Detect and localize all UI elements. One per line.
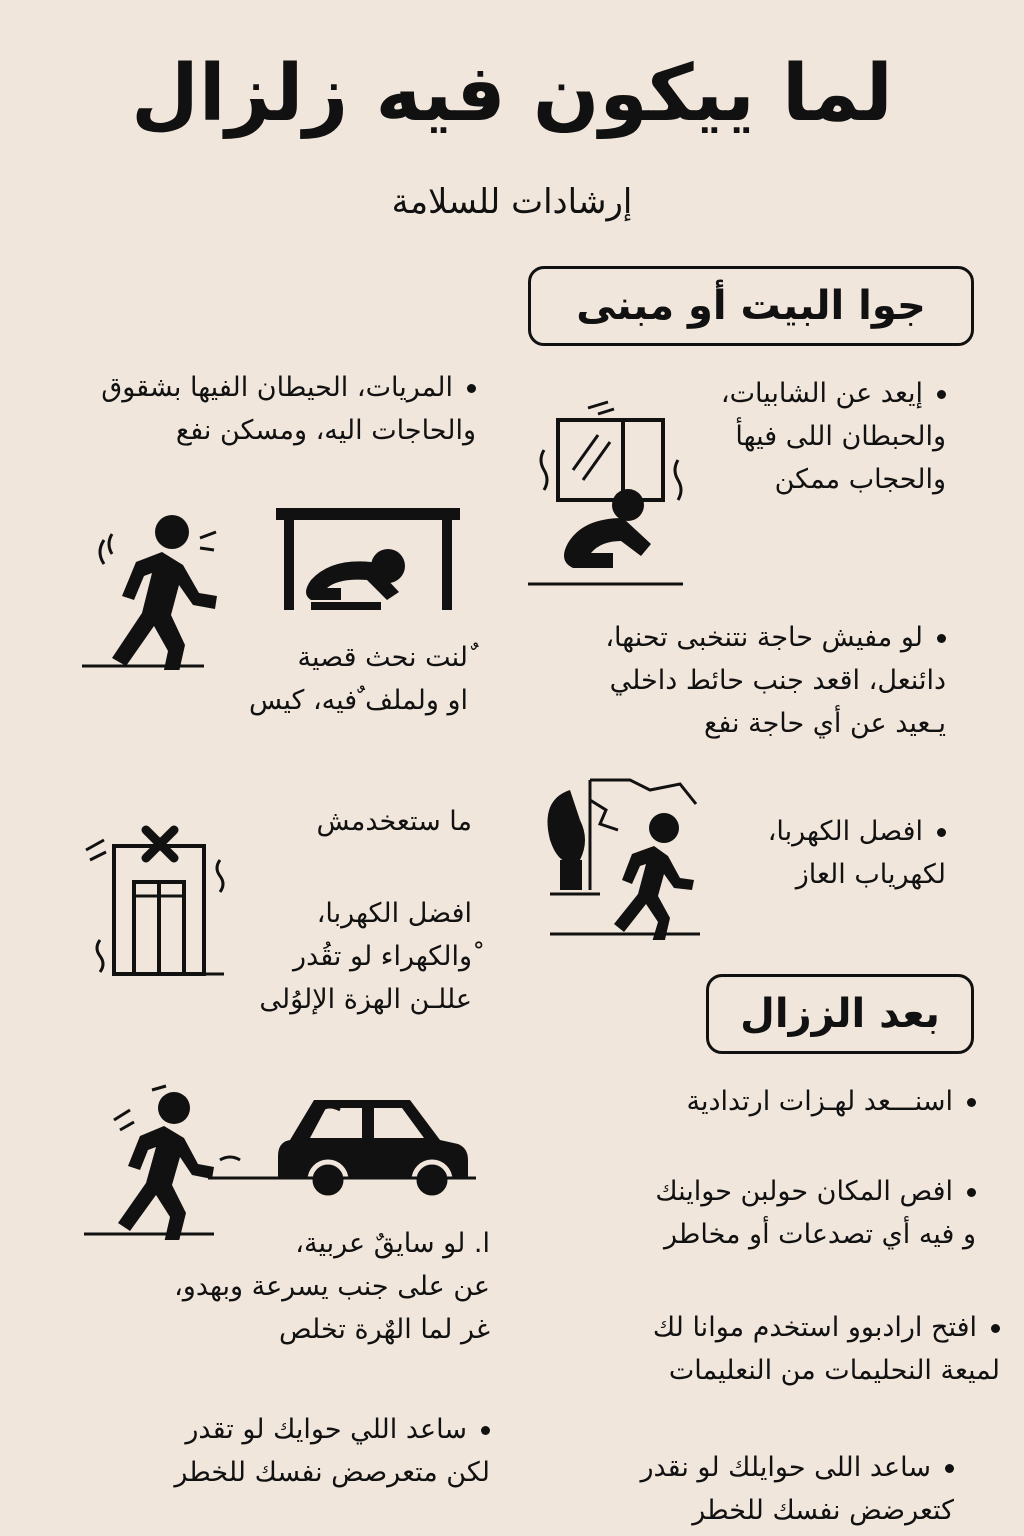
window-crouch-icon [528, 400, 698, 590]
inside-item-6: افضل الكهربا، ْوالكهراء لو تقُدر عللـن الهزة الإلوُلى [259, 898, 472, 1016]
inside-item-1: إيعد عن الشابيات، والحبطان اللى فيهأ والحجاب ممكن [720, 378, 946, 496]
bullet-icon [991, 1324, 1000, 1333]
bullet-icon [937, 634, 946, 643]
page-subtitle: إرشادات للسلامة [391, 182, 633, 222]
inside-item-5: ما ستعخدمش [316, 806, 472, 837]
bullet-icon [967, 1098, 976, 1107]
after-item-3: افتح ارادبوو استخدم موانا لك لميعة النحليمات من النعليمات [652, 1312, 1000, 1387]
section-heading-after: بعد الززال [706, 974, 974, 1054]
bullet-icon [967, 1188, 976, 1197]
under-table-icon [276, 504, 460, 614]
bullet-icon [945, 1464, 954, 1473]
after-item-6: ساعد اللي حوايك لو تقدر لكن متعرصض نفسك للخطر [174, 1414, 490, 1489]
page-title: لما ييكون فيه زلزال [131, 49, 893, 139]
bullet-icon [467, 384, 476, 393]
after-item-2: افص المكان حولبن حواينك و فيه أي تصدعات أو مخاطر [655, 1176, 976, 1251]
wall-crack-icon [530, 770, 700, 940]
bullet-icon [481, 1426, 490, 1435]
inside-item-4: لو مفيش حاجة نتنخبى تحنها، دائنعل، اقعد جنب حائط داخلي يـعيد عن أي حاجة نفع [605, 622, 946, 740]
inside-item-3: ٌلنت نحث قصية او ولملف ٌفيه، كيس [248, 642, 468, 717]
after-item-1: اسنـــعد لهـزات ارتدادية [556, 1080, 976, 1123]
inside-item-2: المريات، الحيطان الفيها بشقوق والحاجات اليه، ومسكن نفع [101, 372, 476, 447]
car-walk-icon [84, 1080, 476, 1240]
bullet-icon [937, 828, 946, 837]
after-item-5: ا. لو سايقٌ عربية، عن على جنب يسرعة وبهدو، غر لما الهٌرة تخلص [174, 1228, 490, 1346]
after-item-4: ساعد اللى حوايلك لو نقدر كتعرضض نفسك للخطر [640, 1452, 954, 1527]
inside-item-7: افصل الكهربا، لكهرياب العاز [767, 816, 946, 891]
section-heading-inside: جوا البيت أو مبنى [528, 266, 974, 346]
bullet-icon [937, 390, 946, 399]
